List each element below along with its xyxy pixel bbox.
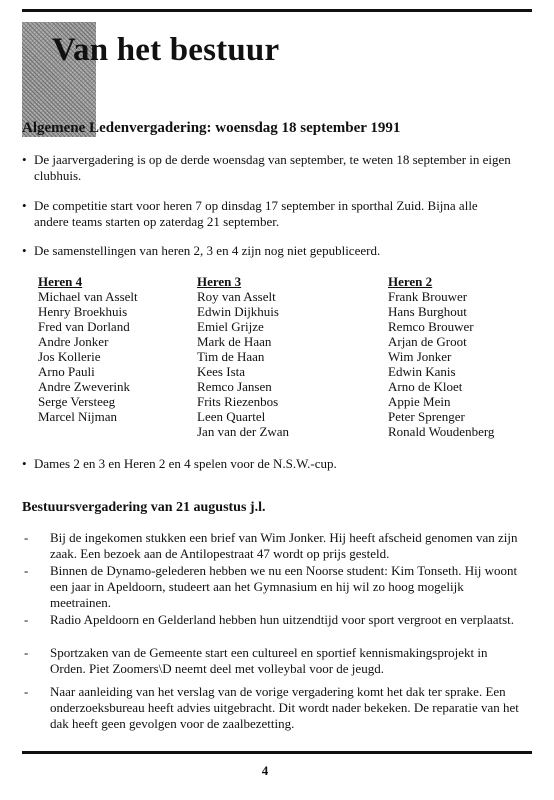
player-name: Fred van Dorland <box>38 319 130 334</box>
bullet-marker: • <box>22 152 27 167</box>
player-name: Ronald Woudenberg <box>388 424 495 439</box>
player-name: Peter Sprenger <box>388 409 465 424</box>
bullet-team-compositions: De samenstellingen van heren 2, 3 en 4 zijn nog niet gepubliceerd. <box>34 243 381 258</box>
player-name: Michael van Asselt <box>38 289 138 304</box>
board-item-letter: Bij de ingekomen stukken een brief van Wim Jonker. Hij heeft afscheid genomen van zijn zaak. Een bezoek aan de Antilopestraat 47 wordt op prijs gesteld. <box>50 530 518 561</box>
page-title: Van het bestuur <box>52 32 280 68</box>
player-name: Frits Riezenbos <box>197 394 279 409</box>
dash-marker: - <box>24 684 29 699</box>
player-name: Jan van der Zwan <box>197 424 290 439</box>
player-name: Kees Ista <box>197 364 246 379</box>
player-name: Andre Zweverink <box>38 379 131 394</box>
board-item-roof: Naar aanleiding van het verslag van de vorige vergadering komt het dak ter sprake. Een onderzoeksbureau heeft advies uitgebracht. Dit wordt nader bekeken. De reparatie van het dak heeft geen gevolgen voor de zaalbezetting. <box>50 684 519 731</box>
player-name: Wim Jonker <box>388 349 452 364</box>
board-item-radio: Radio Apeldoorn en Gelderland hebben hun uitzendtijd voor sport vergroot en verplaatst. <box>50 612 515 627</box>
board-item-student: Binnen de Dynamo-gelederen hebben we nu een Noorse student: Kim Tonseth. Hij woont een jaar in Apeldoorn, studeert aan het Gymnasium en hij wil zo hoog mogelijk meetrainen. <box>50 563 518 610</box>
player-list <box>197 289 289 439</box>
player-name: Frank Brouwer <box>388 289 468 304</box>
player-name: Serge Versteeg <box>38 394 116 409</box>
player-name: Leen Quartel <box>197 409 266 424</box>
bullet-competition-start: De competitie start voor heren 7 op dinsdag 17 september in sporthal Zuid. Bijna alle andere teams starten op zaterdag 21 september. <box>34 198 478 229</box>
player-name: Marcel Nijman <box>38 409 118 424</box>
board-item-sportzaken: Sportzaken van de Gemeente start een cultureel en sportief kennismakingsprojekt in Orden. Piet Zoomers\D neemt deel met volleybal voor de jeugd. <box>50 645 488 676</box>
bottom-rule <box>22 751 532 754</box>
meeting-heading: Algemene Ledenvergadering: woensdag 18 september 1991 <box>22 120 401 136</box>
dash-marker: - <box>24 645 29 660</box>
player-name: Hans Burghout <box>388 304 467 319</box>
team-heading: Heren 4 <box>38 274 83 289</box>
dash-marker: - <box>24 530 29 545</box>
page-number: 4 <box>261 763 269 778</box>
team-column-heren-3 <box>197 274 289 439</box>
team-heading: Heren 3 <box>197 274 242 289</box>
player-name: Arjan de Groot <box>388 334 467 349</box>
player-name: Henry Broekhuis <box>38 304 128 319</box>
team-column-heren-2 <box>388 274 494 439</box>
bullet-annual-meeting: De jaarvergadering is op de derde woensdag van september, te weten 18 september in eigen clubhuis. <box>34 152 511 183</box>
player-name: Mark de Haan <box>197 334 272 349</box>
bullet-marker: • <box>22 198 27 213</box>
player-name: Remco Jansen <box>197 379 272 394</box>
player-name: Emiel Grijze <box>197 319 264 334</box>
player-name: Arno Pauli <box>38 364 95 379</box>
player-name: Edwin Dijkhuis <box>197 304 279 319</box>
player-name: Roy van Asselt <box>197 289 276 304</box>
player-name: Andre Jonker <box>38 334 109 349</box>
bullet-marker: • <box>22 456 27 471</box>
player-name: Appie Mein <box>388 394 451 409</box>
bullet-cup: Dames 2 en 3 en Heren 2 en 4 spelen voor de N.S.W.-cup. <box>34 456 337 471</box>
bullet-marker: • <box>22 243 27 258</box>
board-meeting-heading: Bestuursvergadering van 21 augustus j.l. <box>22 500 266 515</box>
player-name: Edwin Kanis <box>388 364 456 379</box>
player-list <box>38 289 138 424</box>
team-column-heren-4 <box>38 274 138 424</box>
team-heading: Heren 2 <box>388 274 433 289</box>
player-list <box>388 289 494 439</box>
player-name: Tim de Haan <box>197 349 265 364</box>
dash-marker: - <box>24 563 29 578</box>
player-name: Remco Brouwer <box>388 319 474 334</box>
dash-marker: - <box>24 612 29 627</box>
player-name: Jos Kollerie <box>38 349 101 364</box>
top-rule <box>22 9 532 12</box>
player-name: Arno de Kloet <box>388 379 463 394</box>
